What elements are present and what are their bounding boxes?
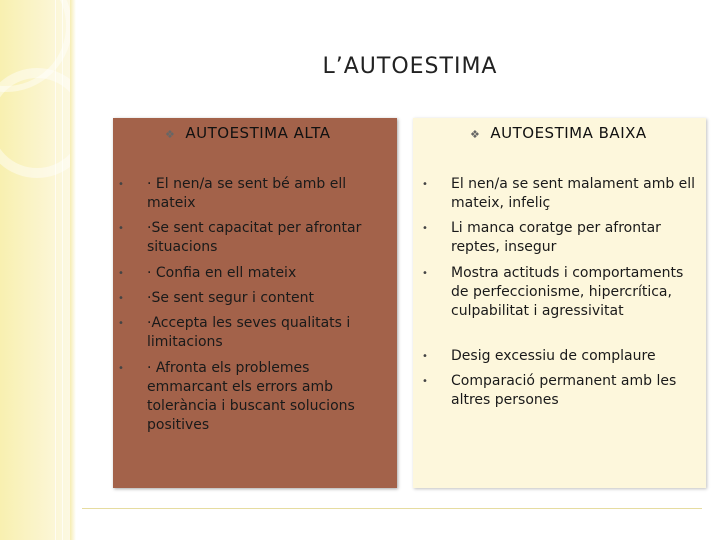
list-item: • El nen/a se sent malament amb ell mateix, infeliç bbox=[422, 176, 696, 211]
bullet-icon: • bbox=[118, 179, 124, 190]
decorative-line bbox=[55, 0, 56, 540]
decorative-sidebar bbox=[0, 0, 75, 540]
bullet-icon: • bbox=[422, 179, 428, 190]
list-item: • Comparació permanent amb les altres persones bbox=[422, 373, 677, 408]
list-item: • ·Se sent segur i content bbox=[118, 290, 314, 306]
heading-text: AUTOESTIMA BAIXA bbox=[490, 124, 647, 142]
bullet-icon: • bbox=[118, 293, 124, 304]
low-self-esteem-list bbox=[422, 175, 701, 410]
list-item: • · Afronta els problemes emmarcant els errors amb tolerància i buscant solucions positives bbox=[118, 360, 355, 433]
bullet-icon: • bbox=[422, 376, 428, 387]
list-item: • ·Accepta les seves qualitats i limitacions bbox=[118, 315, 351, 350]
list-item: • ·Se sent capacitat per afrontar situacions bbox=[118, 220, 362, 255]
bullet-icon: • bbox=[118, 223, 124, 234]
bullet-icon: • bbox=[118, 363, 124, 374]
bullet-icon: • bbox=[422, 351, 428, 362]
footer-rule bbox=[82, 508, 702, 509]
slide-title: L’AUTOESTIMA bbox=[322, 54, 498, 79]
decorative-line bbox=[62, 0, 63, 540]
bullet-icon: • bbox=[422, 268, 428, 279]
ornament-bullet-icon: ❖ bbox=[470, 128, 481, 141]
heading-text: AUTOESTIMA ALTA bbox=[185, 124, 331, 142]
bullet-icon: • bbox=[422, 223, 428, 234]
high-self-esteem-heading bbox=[165, 124, 330, 142]
high-self-esteem-list bbox=[118, 175, 387, 435]
ornament-bullet-icon: ❖ bbox=[165, 128, 176, 141]
list-item: • Li manca coratge per afrontar reptes, insegur bbox=[422, 220, 661, 255]
list-item: • · Confia en ell mateix bbox=[118, 265, 297, 281]
sidebar-edge bbox=[70, 0, 76, 540]
bullet-icon: • bbox=[118, 318, 124, 329]
low-self-esteem-heading bbox=[470, 124, 647, 142]
list-item: • Desig excessiu de complaure bbox=[422, 348, 656, 364]
list-item: • Mostra actituds i comportaments de perfeccionisme, hipercrítica, culpabilitat i agressivitat bbox=[422, 265, 684, 319]
list-item: • · El nen/a se sent bé amb ell mateix bbox=[118, 176, 347, 211]
bullet-icon: • bbox=[118, 268, 124, 279]
